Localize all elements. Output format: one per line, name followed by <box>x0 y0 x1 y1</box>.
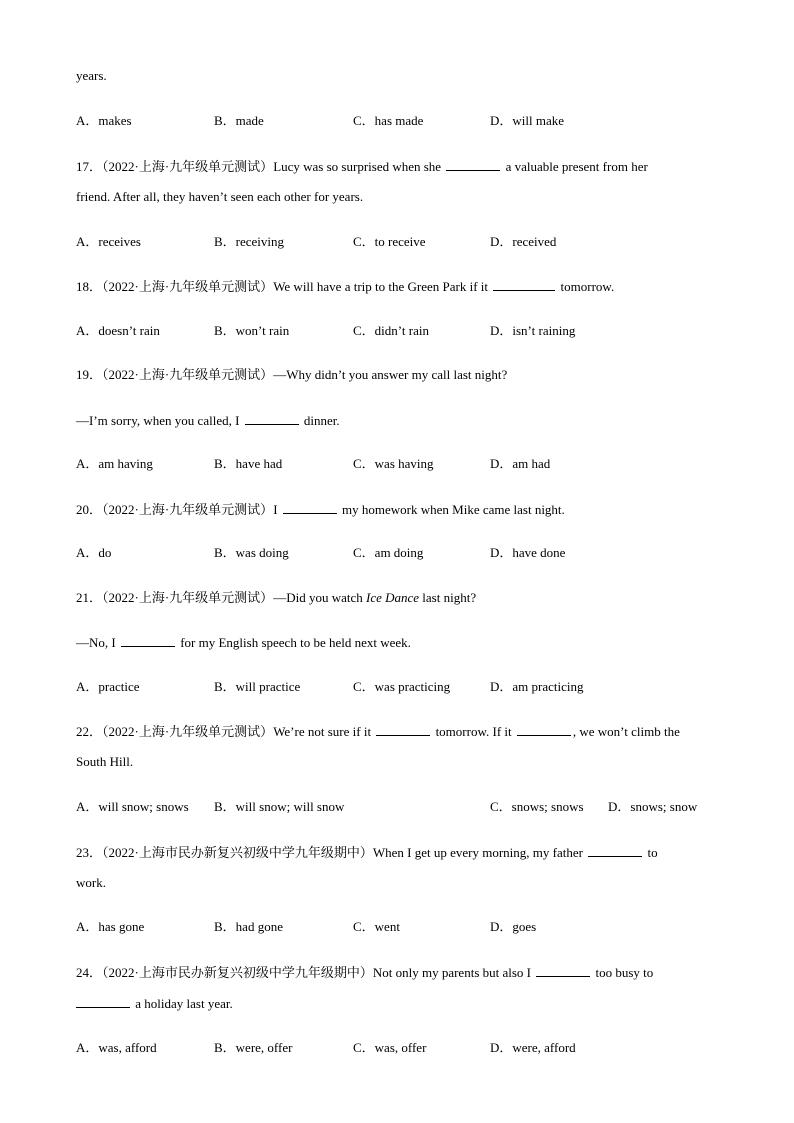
q17-option-d[interactable]: D．received <box>490 234 557 249</box>
q18-option-b[interactable]: B．won’t rain <box>214 323 290 338</box>
q21-option-b[interactable]: B．will practice <box>214 679 301 694</box>
q23-blank[interactable] <box>588 844 642 857</box>
q22-stem-line2: South Hill. <box>76 754 134 769</box>
q23-stem-line2: work. <box>76 875 106 890</box>
q17-number: 17． <box>76 159 103 174</box>
q18-option-a[interactable]: A．doesn’t rain <box>76 323 160 338</box>
q20-options <box>76 545 736 561</box>
q17-stem <box>76 158 648 175</box>
q24-stem <box>76 964 653 981</box>
q18-source: （2022·上海·九年级单元测试） <box>102 279 274 294</box>
q24-option-c[interactable]: C．was, offer <box>353 1040 427 1055</box>
q16-stem-continuation: years. <box>76 68 107 83</box>
q21-text-c: —No, I <box>76 635 116 650</box>
q19-text-a: —I’m sorry, when you called, I <box>76 413 240 428</box>
q20-text-b: my homework when Mike came last night. <box>342 502 565 517</box>
q20-blank[interactable] <box>283 501 337 514</box>
q19-option-d[interactable]: D．am had <box>490 456 551 471</box>
q19-option-b[interactable]: B．have had <box>214 456 283 471</box>
q22-stem <box>76 723 680 740</box>
q18-text-b: tomorrow. <box>560 279 615 294</box>
q22-option-b[interactable]: B．will snow; will snow <box>214 799 345 814</box>
q24-text-b: too busy to <box>595 965 654 980</box>
q24-option-a[interactable]: A．was, afford <box>76 1040 157 1055</box>
q24-option-b[interactable]: B．were, offer <box>214 1040 293 1055</box>
q21-text-d: for my English speech to be held next week. <box>180 635 411 650</box>
q21-source: （2022·上海·九年级单元测试） <box>102 590 274 605</box>
q21-text-a: —Did you watch <box>273 590 363 605</box>
q19-source: （2022·上海·九年级单元测试） <box>102 367 274 382</box>
q19-text: —Why didn’t you answer my call last night? <box>273 367 508 382</box>
q20-option-c[interactable]: C．am doing <box>353 545 424 560</box>
q16-option-d[interactable]: D．will make <box>490 113 565 128</box>
q19-text-b: dinner. <box>303 413 340 428</box>
q23-options <box>76 919 736 935</box>
q21-number: 21． <box>76 590 103 605</box>
q21-option-a[interactable]: A．practice <box>76 679 140 694</box>
q19-blank[interactable] <box>245 412 299 425</box>
q24-source: （2022·上海市民办新复兴初级中学九年级期中） <box>102 965 373 980</box>
q22-blank-2[interactable] <box>517 723 571 736</box>
q22-blank-1[interactable] <box>376 723 430 736</box>
q24-number: 24． <box>76 965 103 980</box>
q20-stem <box>76 501 565 518</box>
q19-stem <box>76 367 507 383</box>
q21-option-d[interactable]: D．am practicing <box>490 679 584 694</box>
q21-stem-line2 <box>76 634 411 651</box>
q21-options <box>76 679 736 695</box>
q16-option-c[interactable]: C．has made <box>353 113 424 128</box>
q22-text-a: We’re not sure if it <box>273 724 372 739</box>
q23-option-b[interactable]: B．had gone <box>214 919 283 934</box>
q20-option-d[interactable]: D．have done <box>490 545 566 560</box>
q24-blank-2[interactable] <box>76 995 130 1008</box>
q24-text-c: a holiday last year. <box>135 996 233 1011</box>
q17-option-a[interactable]: A．receives <box>76 234 141 249</box>
q23-text-a: When I get up every morning, my father <box>372 845 583 860</box>
q17-option-b[interactable]: B．receiving <box>214 234 285 249</box>
q20-option-b[interactable]: B．was doing <box>214 545 289 560</box>
q22-option-a[interactable]: A．will snow; snows <box>76 799 189 814</box>
q23-stem <box>76 844 658 861</box>
q22-source: （2022·上海·九年级单元测试） <box>102 724 274 739</box>
q23-option-a[interactable]: A．has gone <box>76 919 145 934</box>
q22-option-c[interactable]: C．snows; snows <box>490 799 584 814</box>
q17-text-a: Lucy was so surprised when she <box>273 159 442 174</box>
q23-source: （2022·上海市民办新复兴初级中学九年级期中） <box>102 845 373 860</box>
q20-source: （2022·上海·九年级单元测试） <box>102 502 274 517</box>
q24-stem-line2 <box>76 995 233 1012</box>
q20-option-a[interactable]: A．do <box>76 545 112 560</box>
q24-option-d[interactable]: D．were, afford <box>490 1040 576 1055</box>
q16-options <box>76 113 736 129</box>
q19-options <box>76 456 736 472</box>
q21-blank[interactable] <box>121 634 175 647</box>
q20-number: 20． <box>76 502 103 517</box>
q17-blank[interactable] <box>446 158 500 171</box>
q21-text-b: last night? <box>422 590 477 605</box>
q17-stem-line2: friend. After all, they haven’t seen each other for years. <box>76 189 364 204</box>
q20-text-a: I <box>273 502 278 517</box>
q23-number: 23． <box>76 845 103 860</box>
q22-text-b: tomorrow. If it <box>435 724 512 739</box>
q19-stem-line2 <box>76 412 340 429</box>
q17-source: （2022·上海·九年级单元测试） <box>102 159 274 174</box>
q19-option-c[interactable]: C．was having <box>353 456 434 471</box>
q19-number: 19． <box>76 367 103 382</box>
q22-option-d[interactable]: D．snows; snow <box>608 799 698 814</box>
q18-option-c[interactable]: C．didn’t rain <box>353 323 429 338</box>
q24-blank-1[interactable] <box>536 964 590 977</box>
q23-text-b: to <box>647 845 658 860</box>
q24-text-a: Not only my parents but also I <box>372 965 532 980</box>
q24-options <box>76 1040 736 1056</box>
q18-option-d[interactable]: D．isn’t raining <box>490 323 576 338</box>
q17-option-c[interactable]: C．to receive <box>353 234 426 249</box>
q17-text-b: a valuable present from her <box>505 159 648 174</box>
q22-options <box>76 799 736 815</box>
q16-option-a[interactable]: A．makes <box>76 113 132 128</box>
q18-text-a: We will have a trip to the Green Park if it <box>273 279 489 294</box>
q21-stem <box>76 590 476 606</box>
q19-option-a[interactable]: A．am having <box>76 456 153 471</box>
q21-option-c[interactable]: C．was practicing <box>353 679 451 694</box>
q23-option-d[interactable]: D．goes <box>490 919 537 934</box>
q18-options <box>76 323 736 339</box>
q16-option-b[interactable]: B．made <box>214 113 264 128</box>
q17-options <box>76 234 736 250</box>
q22-text-c: , we won’t climb the <box>572 724 680 739</box>
q21-title-italic: Ice Dance <box>365 590 420 605</box>
q18-blank[interactable] <box>493 278 555 291</box>
q18-number: 18． <box>76 279 103 294</box>
q18-stem <box>76 278 614 295</box>
q23-option-c[interactable]: C．went <box>353 919 400 934</box>
q22-number: 22． <box>76 724 103 739</box>
